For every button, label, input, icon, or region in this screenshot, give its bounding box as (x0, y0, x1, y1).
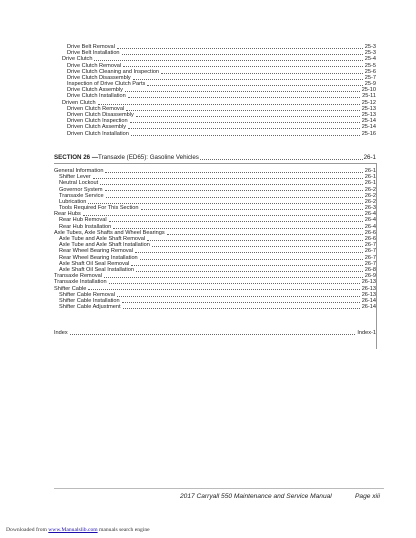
section-title: Transaxle (ED65): Gasoline Vehicles (98, 154, 199, 162)
toc-entry-page: 26-1 (364, 180, 376, 187)
toc-entry-page: 25-4 (364, 56, 376, 63)
toc-entry-title: Shifter Lever (59, 174, 91, 181)
dot-leader (122, 49, 363, 55)
toc-entry-page: 25-5 (364, 62, 376, 69)
dot-leader (131, 130, 360, 136)
toc-entry-page: 26-13 (361, 291, 376, 298)
dot-leader (128, 92, 360, 98)
dot-leader (133, 74, 363, 80)
toc-entry-title: Driven Clutch Removal (67, 105, 125, 112)
toc-entry-title: Transaxle Installation (54, 279, 107, 286)
toc-entry-title: Driven Clutch Installation (67, 130, 129, 137)
toc-entry-title: Drive Clutch Disassembly (67, 74, 131, 81)
dot-leader (126, 105, 359, 111)
toc-entry-title: Rear Hubs (54, 211, 81, 218)
toc-entry-title: Driven Clutch Assembly (67, 124, 127, 131)
dot-leader (122, 297, 360, 303)
toc-entry-page: 26-1 (364, 174, 376, 181)
toc-entry-page: 25-6 (364, 68, 376, 75)
toc-entry-page: 26-1 (364, 167, 376, 174)
dot-leader (167, 229, 363, 235)
section-heading[interactable] (54, 154, 376, 161)
toc-entry-title: Shifter Cable Adjustment (59, 304, 121, 311)
toc-entry-title: Axle Shaft Oil Seal Removal (59, 260, 130, 267)
toc-entry-title: Transaxle Service (59, 192, 104, 199)
toc-entry-page: 26-13 (361, 285, 376, 292)
manualslib-link[interactable]: www.Manualslib.com (48, 527, 98, 533)
toc-entry-title: Axle Tube and Axle Shaft Removal (59, 236, 146, 243)
dot-leader (131, 260, 363, 266)
toc-entry-page: 25-14 (361, 118, 376, 125)
dot-leader (130, 117, 360, 123)
section-label: SECTION 26 — (54, 154, 99, 162)
dot-leader (105, 167, 362, 173)
dot-leader (104, 272, 363, 278)
toc-entry-page: 25-10 (361, 87, 376, 94)
toc-entry-page: 26-2 (364, 198, 376, 205)
toc-entry-index[interactable] (54, 330, 376, 336)
toc-list-section-25 (62, 44, 376, 137)
dot-leader (106, 192, 363, 198)
toc-entry-title: Neutral Lockout (59, 180, 99, 187)
toc-entry-title: Drive Clutch Assembly (67, 87, 123, 94)
dot-leader (93, 173, 363, 179)
dot-leader (100, 179, 363, 185)
toc-entry-page: 26-2 (364, 192, 376, 199)
toc-entry-title: Rear Wheel Bearing Removal (59, 248, 133, 255)
toc-entry-title: Inspection of Drive Clutch Parts (67, 81, 146, 88)
download-note (6, 527, 150, 533)
toc-entry-title: Axle Shaft Oil Seal Installation (59, 266, 134, 273)
dot-leader (135, 247, 363, 253)
toc-entry-page: 26-7 (364, 242, 376, 249)
dot-leader (88, 284, 359, 290)
toc-entry-page: 25-13 (361, 105, 376, 112)
dot-leader (109, 216, 363, 222)
toc-entry-title: Shifter Cable Installation (59, 297, 120, 304)
dot-leader (152, 241, 363, 247)
toc-entry-title: Drive Clutch (62, 56, 93, 63)
toc-entry-page: 25-9 (364, 81, 376, 88)
toc-entry-page: 26-2 (364, 186, 376, 193)
toc-entry-title: Driven Clutch Inspection (67, 118, 128, 125)
toc-entry-title: Drive Belt Installation (67, 50, 120, 57)
toc-entry-page: 26-4 (364, 217, 376, 224)
toc-entry-page: Index-1 (357, 329, 376, 336)
footer-manual-title: 2017 Carryall 550 Maintenance and Service Manual (180, 493, 332, 500)
dot-leader (125, 86, 360, 92)
toc-entry-page: 25-7 (364, 74, 376, 81)
toc-entry-page: 25-3 (364, 43, 376, 50)
download-note-prefix: Downloaded from (6, 527, 49, 533)
toc-entry-page: 25-14 (361, 124, 376, 131)
toc-entry-page: 25-13 (361, 112, 376, 119)
toc-entry-title: Lubrication (59, 198, 87, 205)
toc-entry-title: Governor System (59, 186, 103, 193)
toc-entry-title: Tools Required For This Section (59, 205, 139, 212)
dot-leader (147, 235, 363, 241)
footer-divider (54, 488, 384, 489)
toc-list-section-26 (54, 168, 376, 310)
section-page: 26-1 (363, 154, 376, 162)
toc-entry-page: 26-6 (364, 229, 376, 236)
download-note-suffix: manuals search engine (97, 527, 150, 533)
toc-entry-title: Driven Clutch (62, 99, 96, 106)
dot-leader (200, 154, 363, 160)
toc-entry-title: Drive Clutch Installation (67, 93, 126, 100)
toc-entry-page: 26-7 (364, 248, 376, 255)
toc-entry-page: 25-3 (364, 50, 376, 57)
toc-entry-page: 26-14 (361, 304, 376, 311)
toc-entry-title: Drive Belt Removal (67, 43, 115, 50)
section-divider (54, 163, 376, 164)
toc-entry-title: Rear Hub Installation (59, 223, 112, 230)
toc-entry-page: 26-4 (364, 223, 376, 230)
dot-leader (136, 111, 360, 117)
dot-leader (136, 266, 363, 272)
toc-entry-page: 25-16 (361, 130, 376, 137)
toc-entry-title: Shifter Cable Removal (59, 291, 115, 298)
toc-entry-page: 26-6 (364, 236, 376, 243)
toc-entry-title: Axle Tubes, Axle Shafts and Wheel Bearings (54, 229, 165, 236)
toc-entry-page: 26-3 (364, 205, 376, 212)
dot-leader (109, 278, 360, 284)
toc-entry-title: Drive Clutch Cleaning and Inspection (67, 68, 160, 75)
dot-leader (88, 198, 362, 204)
toc-entry-title: Driven Clutch Disassembly (67, 112, 134, 119)
dot-leader (123, 61, 363, 67)
dot-leader (141, 204, 363, 210)
toc-entry-title: Index (54, 329, 68, 336)
toc-entry-page: 26-8 (364, 266, 376, 273)
dot-leader (161, 68, 363, 74)
section-box-edge (376, 163, 377, 349)
dot-leader (140, 254, 363, 260)
dot-leader (70, 329, 356, 335)
toc-entry-page: 26-7 (364, 254, 376, 261)
toc-entry-page: 26-9 (364, 273, 376, 280)
dot-leader (98, 99, 360, 105)
toc-entry-page: 25-11 (362, 93, 376, 100)
dot-leader (83, 210, 363, 216)
toc-entry-title: Rear Hub Removal (59, 217, 107, 224)
toc-entry[interactable] (62, 131, 376, 137)
dot-leader (94, 55, 362, 61)
toc-entry-title: Axle Tube and Axle Shaft Installation (59, 242, 150, 249)
toc-entry[interactable] (54, 304, 376, 310)
dot-leader (128, 123, 360, 129)
toc-entry-title: General Information (54, 167, 104, 174)
dot-leader (105, 185, 363, 191)
dot-leader (123, 303, 360, 309)
toc-entry-page: 25-12 (361, 99, 376, 106)
toc-entry-page: 26-4 (364, 211, 376, 218)
footer-page-number: Page xiii (355, 493, 380, 500)
toc-entry-title: Drive Clutch Removal (67, 62, 122, 69)
toc-entry-page: 26-7 (364, 260, 376, 267)
dot-leader (117, 291, 360, 297)
dot-leader (113, 223, 363, 229)
dot-leader (147, 80, 362, 86)
toc-entry-title: Transaxle Removal (54, 273, 102, 280)
toc-entry-title: Shifter Cable (54, 285, 87, 292)
dot-leader (117, 43, 363, 49)
toc-entry-page: 26-13 (361, 279, 376, 286)
toc-entry-page: 26-14 (361, 297, 376, 304)
toc-entry-title: Rear Wheel Bearing Installation (59, 254, 138, 261)
